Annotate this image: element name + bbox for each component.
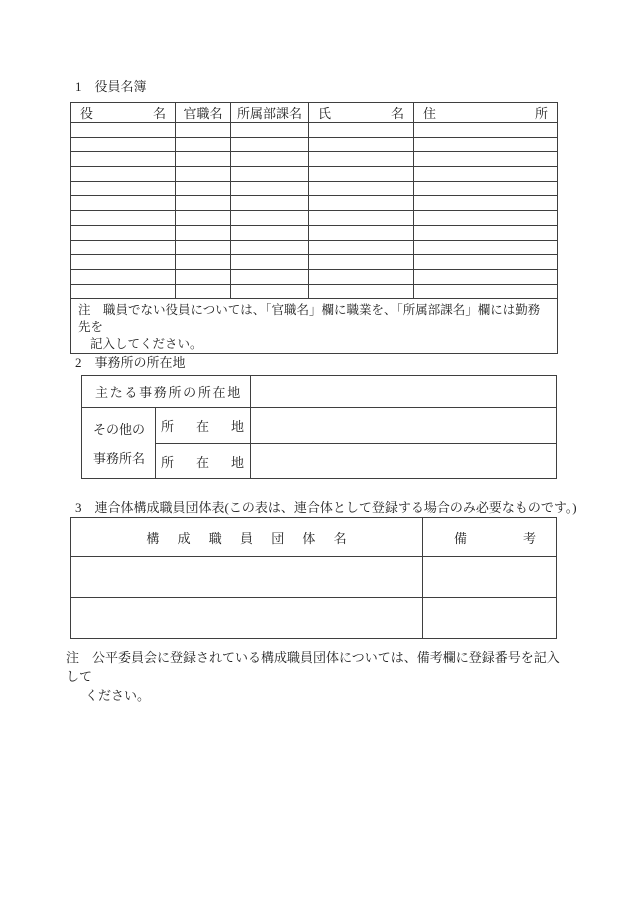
officer-empty-cell <box>71 284 176 299</box>
federation-org-table <box>70 517 557 639</box>
officer-empty-cell <box>309 167 414 182</box>
federation-org-name-cell <box>71 598 423 639</box>
officer-empty-cell <box>231 167 309 182</box>
officer-empty-cell <box>231 269 309 284</box>
officer-empty-cell <box>309 284 414 299</box>
officer-empty-cell <box>176 152 231 167</box>
officer-empty-cell <box>309 255 414 270</box>
officer-empty-cell <box>231 211 309 226</box>
federation-note-line2: ください。 <box>85 688 151 703</box>
federation-empty-row <box>71 557 557 598</box>
officer-empty-cell <box>414 152 558 167</box>
officer-empty-cell <box>414 225 558 240</box>
officer-roster-empty-rows <box>71 123 558 299</box>
officer-empty-cell <box>71 211 176 226</box>
officer-empty-cell <box>231 284 309 299</box>
officer-empty-cell <box>71 137 176 152</box>
officer-roster-note-row <box>71 299 558 354</box>
officer-empty-row <box>71 137 558 152</box>
officer-empty-cell <box>414 240 558 255</box>
officer-empty-cell <box>309 196 414 211</box>
officer-empty-cell <box>176 284 231 299</box>
column-header-official-title: 官職名 <box>176 103 231 123</box>
section1-heading: 1 役員名簿 <box>75 79 147 94</box>
officer-empty-cell <box>176 123 231 138</box>
officer-empty-cell <box>231 196 309 211</box>
officer-empty-cell <box>176 181 231 196</box>
officer-empty-cell <box>231 255 309 270</box>
officer-empty-cell <box>231 181 309 196</box>
officer-roster-table <box>70 102 558 354</box>
officer-empty-cell <box>414 269 558 284</box>
officer-empty-cell <box>309 240 414 255</box>
officer-empty-cell <box>414 196 558 211</box>
officer-empty-cell <box>176 137 231 152</box>
officer-empty-row <box>71 255 558 270</box>
officer-empty-cell <box>414 181 558 196</box>
officer-empty-cell <box>309 137 414 152</box>
officer-empty-cell <box>231 240 309 255</box>
federation-org-name-cell <box>71 557 423 598</box>
column-header-department: 所属部課名 <box>231 103 309 123</box>
officer-empty-cell <box>309 181 414 196</box>
officer-empty-cell <box>71 240 176 255</box>
officer-empty-cell <box>176 167 231 182</box>
officer-empty-cell <box>71 255 176 270</box>
officer-empty-row <box>71 152 558 167</box>
federation-note-line1: 注 公平委員会に登録されている構成職員団体については、備考欄に登録番号を記入して <box>66 650 560 684</box>
note-text-line2: 記入してください。 <box>90 337 203 352</box>
officer-empty-cell <box>71 269 176 284</box>
officer-empty-cell <box>309 123 414 138</box>
office-location-table <box>81 375 557 479</box>
officer-empty-row <box>71 196 558 211</box>
officer-empty-cell <box>414 211 558 226</box>
officer-empty-cell <box>71 181 176 196</box>
officer-empty-row <box>71 225 558 240</box>
officer-empty-cell <box>176 211 231 226</box>
officer-empty-cell <box>231 123 309 138</box>
main-office-label-cell: 主たる事務所の所在地 <box>82 376 251 408</box>
officer-empty-row <box>71 269 558 284</box>
column-header-remarks: 備 考 <box>423 518 557 557</box>
column-header-role: 役 名 <box>71 103 176 123</box>
federation-remarks-cell <box>423 598 557 639</box>
branch-location-value-cell <box>251 408 557 444</box>
branch-location-label-cell: 所 在 地 <box>156 444 251 479</box>
section2-heading: 2 事務所の所在地 <box>75 355 186 370</box>
note-text-line1: 注 職員でない役員については、「官職名」欄に職業を、「所属部課名」欄には勤務先を <box>78 303 541 335</box>
officer-empty-cell <box>71 225 176 240</box>
federation-remarks-cell <box>423 557 557 598</box>
column-header-address: 住 所 <box>414 103 558 123</box>
officer-roster-note-cell <box>71 299 558 354</box>
branch-office-row-1 <box>82 408 557 444</box>
officer-empty-row <box>71 167 558 182</box>
main-office-row <box>82 376 557 408</box>
column-header-name: 氏 名 <box>309 103 414 123</box>
other-offices-label-line1: その他の <box>93 421 146 437</box>
officer-empty-cell <box>414 167 558 182</box>
section3-heading: 3 連合体構成職員団体表(この表は、連合体として登録する場合のみ必要なものです。) <box>75 500 577 515</box>
branch-location-label-cell: 所 在 地 <box>156 408 251 444</box>
officer-empty-row <box>71 211 558 226</box>
federation-org-header-row <box>71 518 557 557</box>
officer-empty-cell <box>309 269 414 284</box>
column-header-constituent-org-name: 構成職員団体名 <box>71 518 423 557</box>
main-office-value-cell <box>251 376 557 408</box>
officer-empty-cell <box>176 225 231 240</box>
officer-empty-row <box>71 284 558 299</box>
officer-empty-cell <box>71 123 176 138</box>
officer-empty-cell <box>231 225 309 240</box>
federation-empty-row <box>71 598 557 639</box>
other-offices-label-cell <box>82 408 156 479</box>
officer-empty-cell <box>176 240 231 255</box>
officer-empty-cell <box>309 225 414 240</box>
officer-empty-cell <box>414 284 558 299</box>
officer-empty-cell <box>414 255 558 270</box>
officer-empty-row <box>71 123 558 138</box>
officer-empty-cell <box>309 152 414 167</box>
officer-empty-cell <box>176 269 231 284</box>
officer-empty-cell <box>176 196 231 211</box>
officer-empty-cell <box>414 137 558 152</box>
officer-roster-header-row <box>71 103 558 123</box>
federation-note <box>66 648 566 705</box>
branch-location-value-cell <box>251 444 557 479</box>
officer-empty-cell <box>71 167 176 182</box>
officer-empty-cell <box>231 137 309 152</box>
officer-empty-cell <box>414 123 558 138</box>
officer-empty-row <box>71 181 558 196</box>
officer-empty-cell <box>309 211 414 226</box>
officer-empty-cell <box>231 152 309 167</box>
other-offices-label-line2: 事務所名 <box>93 451 146 467</box>
officer-empty-cell <box>176 255 231 270</box>
officer-empty-cell <box>71 196 176 211</box>
federation-org-empty-rows <box>71 557 557 639</box>
officer-empty-row <box>71 240 558 255</box>
officer-empty-cell <box>71 152 176 167</box>
